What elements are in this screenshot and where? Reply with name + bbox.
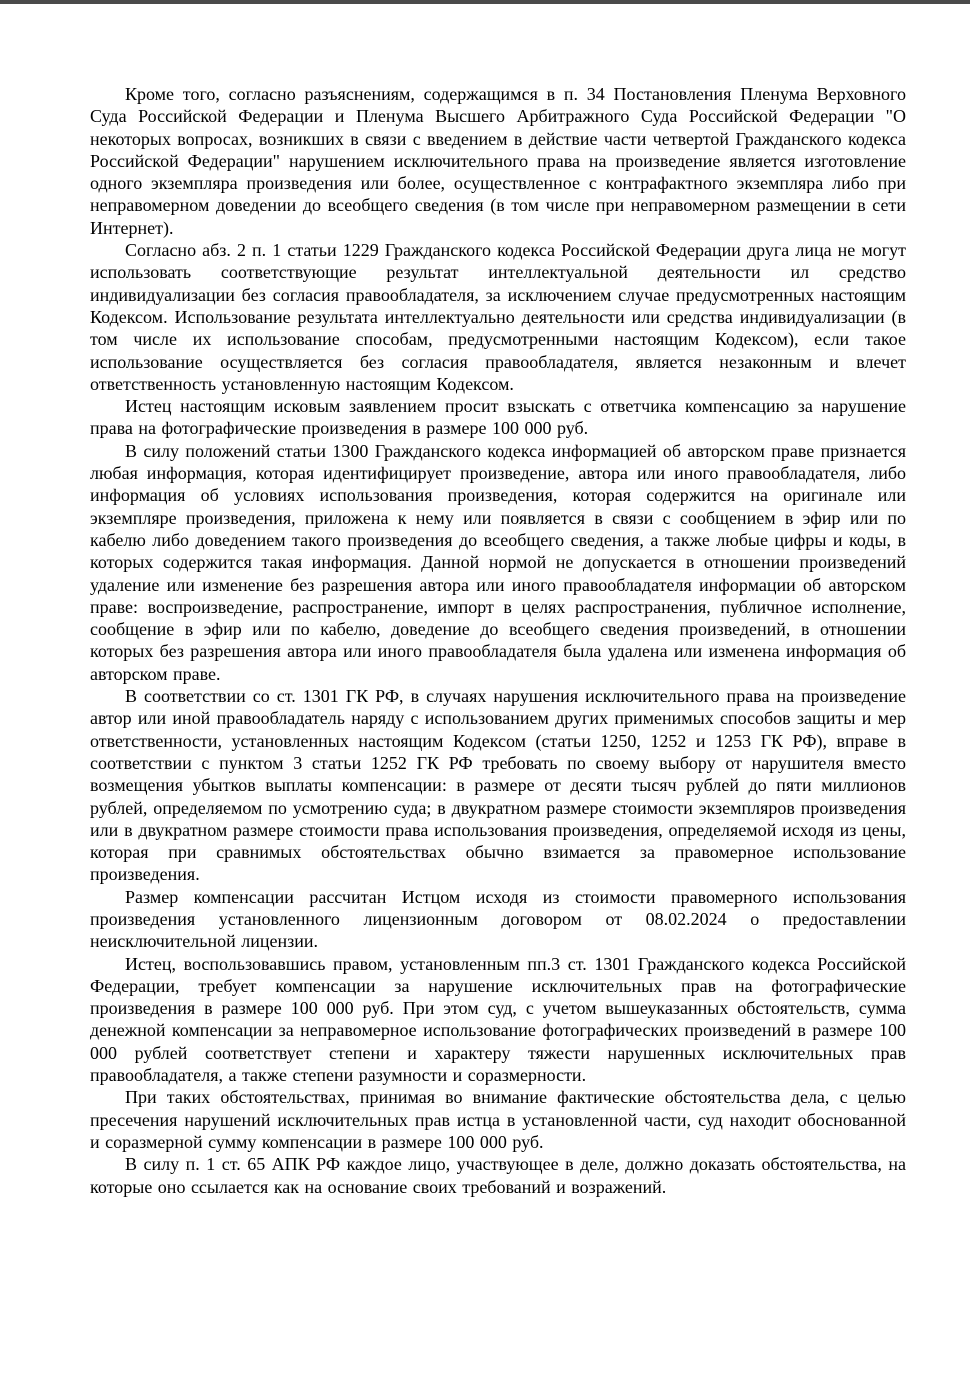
document-body (90, 83, 906, 1198)
paragraph: Истец, воспользовавшись правом, установленным пп.3 ст. 1301 Гражданского кодекса Российской Федерации, требует компенсации за нарушение исключительных прав на фотографические произведения в размере 100 000 руб. При этом суд, с учетом вышеуказанных обстоятельств, сумма денежной компенсации за неправомерное использование фотографических произведений в размере 100 000 рублей соответствует степени и характеру тяжести нарушенных исключительных прав правообладателя, а также степени разумности и соразмерности. (90, 953, 906, 1086)
paragraph: Размер компенсации рассчитан Истцом исходя из стоимости правомерного использования произведения установленного лицензионным договором от 08.02.2024 о предоставлении неисключительной лицензии. (90, 886, 906, 952)
paragraph: Согласно абз. 2 п. 1 статьи 1229 Гражданского кодекса Российской Федерации друга лица не могут использовать соответствующие результат интеллектуальной деятельности ил средство индивидуализации без согласия правообладателя, за исключением случае предусмотренных настоящим Кодексом. Использование результата интеллектуально деятельности или средства индивидуализации (в том числе их использование способам, предусмотренными настоящим Кодексом), если такое использование осуществляется без согласия правообладателя, является незаконным и влечет ответственность установленную настоящим Кодексом. (90, 240, 906, 394)
paragraph: В силу п. 1 ст. 65 АПК РФ каждое лицо, участвующее в деле, должно доказать обстоятельства, на которые оно ссылается как на основание своих требований и возражений. (90, 1154, 906, 1197)
paragraph: В силу положений статьи 1300 Гражданского кодекса информацией об авторском праве признается любая информация, которая идентифицирует произведение, автора или иного правообладателя, либо информация об условиях использования произведения, которая содержится на оригинале или экземпляре произведения, приложена к нему или появляется в связи с сообщением в эфир или по кабелю либо доведением такого произведения до всеобщего сведения, а также любые цифры и коды, в которых содержится такая информация. Данной нормой не допускается в отношении произведений удаление или изменение без разрешения автора или иного правообладателя информации об авторском праве: воспроизведение, распространение, импорт в целях распространения, публичное исполнение, сообщение в эфир или по кабелю, доведение до всеобщего сведения произведений, в отношении которых без разрешения автора или иного правообладателя была удалена или изменена информация об авторском праве. (90, 440, 906, 684)
paragraph: Истец настоящим исковым заявлением просит взыскать с ответчика компенсацию за нарушение права на фотографические произведения в размере 100 000 руб. (90, 396, 906, 439)
paragraph: В соответствии со ст. 1301 ГК РФ, в случаях нарушения исключительного права на произведение автор или иной правообладатель наряду с использованием других применимых способов защиты и мер ответственности, установленных настоящим Кодексом (статьи 1250, 1252 и 1253 ГК РФ), вправе в соответствии с пунктом 3 статьи 1252 ГК РФ требовать по своему выбору от нарушителя вместо возмещения убытков выплаты компенсации: в размере от десяти тысяч рублей до пяти миллионов рублей, определяемом по усмотрению суда; в двукратном размере стоимости экземпляров произведения или в двукратном размере стоимости права использования произведения, определяемой исходя из цены, которая при сравнимых обстоятельствах обычно взимается за правомерное использование произведения. (90, 686, 906, 885)
page-top-edge (0, 0, 970, 4)
paragraph: Кроме того, согласно разъяснениям, содержащимся в п. 34 Постановления Пленума Верховного Суда Российской Федерации и Пленума Высшего Арбитражного Суда Российской Федерации "О некоторых вопросах, возникших в связи с введением в действие части четвертой Гражданского кодекса Российской Федерации" нарушением исключительного права на произведение является изготовление одного экземпляра произведения или более, осуществленное с контрафактного экземпляра либо при неправомерном доведении до всеобщего сведения (в том числе при неправомерном размещении в сети Интернет). (90, 84, 906, 238)
paragraph: При таких обстоятельствах, принимая во внимание фактические обстоятельства дела, с целью пресечения нарушений исключительных прав истца в установленной части, суд находит обоснованной и соразмерной сумму компенсации в размере 100 000 руб. (90, 1087, 906, 1152)
